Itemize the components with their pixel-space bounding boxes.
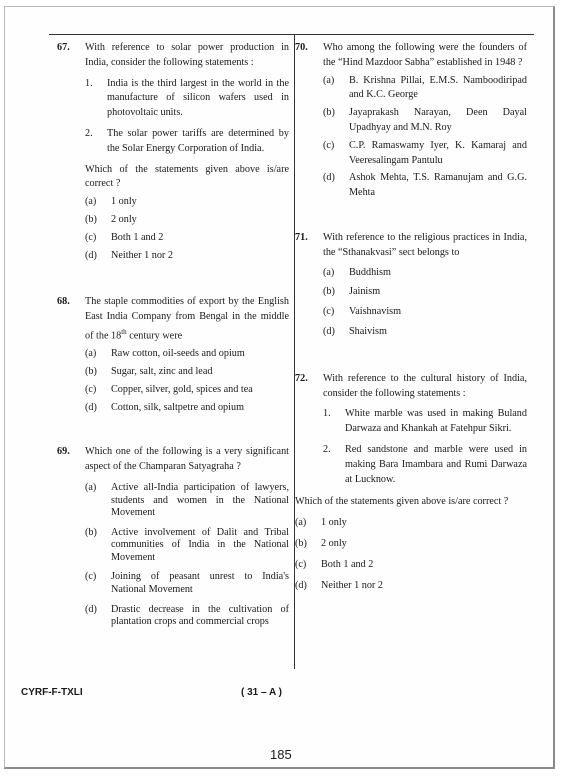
statement-text: White marble was used in making Buland Darwaza and Khankah at Fatehpur Sikri. [345, 408, 527, 435]
statement-number: 1. [85, 77, 93, 89]
option-label: (b) [85, 526, 97, 538]
option-c[interactable] [323, 305, 527, 320]
question-stem: With reference to the cultural history of India, consider the following statements : [323, 372, 527, 399]
statement-number: 1. [323, 408, 331, 420]
statement-text: Red sandstone and marble were used in making Bara Imambara and Rumi Darwaza at Lucknow. [345, 443, 527, 485]
option-label: (d) [85, 401, 97, 413]
question-stem: With reference to the religious practices in India, the “Sthanakvasi” sect belongs to [323, 231, 527, 258]
option-label: (d) [85, 249, 97, 261]
question-67 [57, 41, 289, 263]
statement-number: 2. [85, 127, 93, 139]
option-label: (a) [295, 517, 307, 529]
option-text: Raw cotton, oil-seeds and opium [111, 348, 245, 360]
option-text: Cotton, silk, saltpetre and opium [111, 401, 244, 413]
statement-1 [323, 407, 527, 437]
option-label: (c) [323, 139, 335, 151]
option-a[interactable] [85, 347, 289, 362]
question-stem: Who among the following were the founders of the “Hind Mazdoor Sabha” established in 1948 ? [323, 42, 527, 68]
option-text: 1 only [321, 517, 347, 529]
statement-text: India is the third largest in the world in the manufacture of silicon wafers used in photovoltaic units. [107, 77, 289, 119]
question-number: 70. [295, 42, 308, 53]
statement-text: The solar power tariffs are determined by the Solar Energy Corporation of India. [107, 127, 289, 154]
option-b[interactable] [85, 527, 289, 565]
option-text: Active involvement of Dalit and Tribal communities of India in the National Movement [111, 526, 289, 563]
question-number: 67. [57, 42, 70, 53]
page-number: 185 [270, 747, 292, 762]
option-text: Shaivism [349, 325, 387, 337]
option-text: Both 1 and 2 [321, 558, 374, 570]
option-label: (b) [85, 213, 97, 225]
exam-page [4, 6, 555, 769]
question-number: 69. [57, 446, 70, 458]
option-c[interactable] [85, 383, 289, 398]
option-label: (d) [323, 172, 335, 184]
option-text: Vaishnavism [349, 306, 402, 318]
option-label: (a) [85, 196, 97, 208]
option-b[interactable] [323, 285, 527, 300]
question-69 [57, 445, 289, 629]
option-text: Jainism [349, 286, 381, 298]
stem-text: The staple commodities of export by the English East India Company from Bengal in the middle of the 18 [85, 296, 289, 342]
option-label: (b) [85, 365, 97, 377]
option-text: Buddhism [349, 266, 391, 278]
option-a[interactable] [85, 195, 289, 210]
booklet-code: CYRF-F-TXLI [21, 687, 83, 698]
option-text: Ashok Mehta, T.S. Ramanujam and G.G. Mehta [349, 172, 527, 199]
option-b[interactable] [295, 537, 527, 552]
option-text: Joining of peasant unrest to India's National Movement [111, 571, 289, 596]
left-column [57, 41, 289, 629]
question-number: 71. [295, 231, 308, 243]
statement-2 [85, 127, 289, 157]
option-label: (c) [323, 306, 335, 318]
option-label: (c) [85, 383, 97, 395]
option-label: (c) [85, 571, 97, 583]
option-text: 2 only [111, 213, 137, 225]
option-text: Neither 1 nor 2 [111, 249, 173, 261]
option-b[interactable] [85, 365, 289, 380]
page-label: ( 31 – A ) [241, 687, 282, 698]
option-a[interactable] [295, 516, 527, 531]
option-list [85, 482, 289, 629]
question-71 [295, 231, 527, 340]
option-list [85, 195, 289, 263]
question-number: 68. [57, 296, 70, 308]
option-list [323, 266, 527, 340]
option-text: Sugar, salt, zinc and lead [111, 365, 213, 377]
option-d[interactable] [85, 604, 289, 629]
option-list [295, 516, 527, 593]
option-text: Both 1 and 2 [111, 231, 164, 243]
question-72 [295, 372, 527, 594]
option-d[interactable] [295, 579, 527, 594]
option-text: C.P. Ramaswamy Iyer, K. Kamaraj and Veeresalingam Pantulu [349, 139, 527, 166]
question-prompt: Which of the statements given above is/are correct ? [85, 163, 289, 190]
option-c[interactable] [85, 571, 289, 596]
statement-2 [323, 443, 527, 487]
question-70 [295, 41, 527, 201]
option-a[interactable] [323, 266, 527, 281]
option-d[interactable] [323, 325, 527, 340]
option-text: Active all-India participation of lawyers, students and women in the National Movement [111, 481, 289, 519]
option-list [323, 74, 527, 201]
option-label: (a) [323, 74, 335, 86]
option-label: (d) [295, 579, 307, 591]
statement-number: 2. [323, 443, 331, 455]
question-68 [57, 295, 289, 415]
option-label: (c) [295, 558, 307, 570]
option-text: 1 only [111, 196, 137, 208]
question-stem: With reference to solar power production in India, consider the following statements : [85, 42, 289, 68]
option-b[interactable] [323, 106, 527, 136]
option-label: (d) [85, 603, 97, 615]
option-label: (c) [85, 231, 97, 243]
option-c[interactable] [323, 139, 527, 169]
option-label: (a) [323, 266, 335, 278]
top-rule [49, 34, 534, 35]
option-d[interactable] [85, 249, 289, 264]
option-text: 2 only [321, 537, 347, 549]
option-text: Jayaprakash Narayan, Deen Dayal Upadhyay and M.N. Roy [349, 107, 527, 133]
option-text: B. Krishna Pillai, E.M.S. Namboodiripad and K.C. George [349, 74, 527, 101]
option-a[interactable] [85, 482, 289, 520]
question-stem: Which one of the following is a very significant aspect of the Champaran Satyagraha ? [85, 446, 289, 473]
question-prompt: Which of the statements given above is/are correct ? [295, 496, 509, 508]
option-label: (d) [323, 325, 335, 337]
stem-text-end: century were [126, 330, 183, 342]
option-c[interactable] [85, 231, 289, 246]
option-text: Drastic decrease in the cultivation of plantation crops and commercial crops [111, 603, 289, 628]
option-c[interactable] [295, 558, 527, 573]
option-list [85, 347, 289, 415]
option-label: (a) [85, 481, 97, 493]
option-d[interactable] [323, 171, 527, 201]
option-label: (b) [323, 286, 335, 298]
option-label: (b) [295, 537, 307, 549]
option-a[interactable] [323, 74, 527, 104]
option-b[interactable] [85, 213, 289, 228]
question-stem [85, 295, 289, 344]
right-column [295, 41, 527, 593]
option-label: (a) [85, 348, 97, 360]
option-text: Copper, silver, gold, spices and tea [111, 383, 253, 395]
statement-1 [85, 77, 289, 121]
option-d[interactable] [85, 401, 289, 416]
question-number: 72. [295, 372, 308, 384]
option-text: Neither 1 nor 2 [321, 579, 383, 591]
stem-superscript: th [121, 327, 127, 336]
option-label: (b) [323, 107, 335, 119]
